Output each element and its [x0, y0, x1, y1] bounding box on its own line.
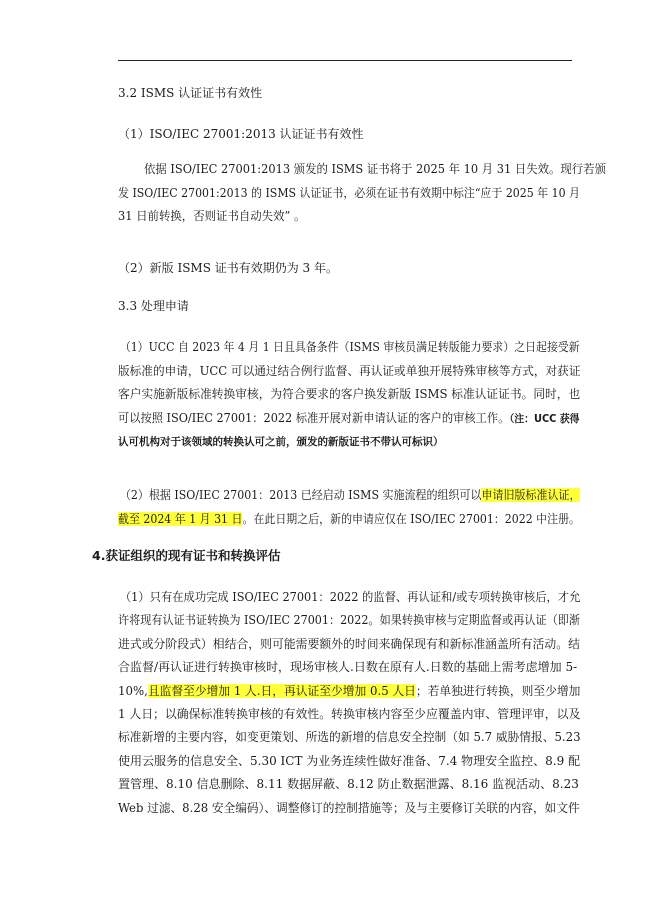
text-line: 版标准的申请，UCC 可以通过结合例行监督、再认证或单独开展特殊审核等方式，对获证 — [118, 363, 581, 378]
text-line: 31 日前转换，否则证书自动失效” 。 — [118, 209, 306, 224]
text-span: 可以按照 ISO/IEC 27001：2022 标准开展对新申请认证的客户的审核工作。 — [118, 410, 510, 425]
text-span: 10%, — [118, 683, 148, 698]
highlighted-text: 申请旧版标准认证， — [481, 488, 581, 502]
text-span: （2）根据 ISO/IEC 27001：2013 已经启动 ISMS 实施流程的组织可以 — [119, 488, 482, 502]
item-1-title: （1）ISO/IEC 27001:2013 认证证书有效性 — [118, 127, 364, 141]
header-rule — [118, 60, 572, 61]
text-line: 标准新增的主要内容，如变更策划、所选的新增的信息安全控制（如 5.7 威胁情报、5.23 — [118, 730, 581, 745]
section-3-3-paragraph-1 — [118, 336, 581, 455]
text-line — [118, 483, 581, 507]
section-3-3-paragraph-2 — [118, 483, 581, 531]
note-text: （注：UCC 获得 — [509, 412, 580, 425]
text-line: 使用云服务的信息安全、5.30 ICT 为业务连续性做好准备、7.4 物理安全监控、8.9 配 — [118, 753, 581, 768]
text-line: （1）UCC 自 2023 年 4 月 1 日且具备条件（ISMS 审核员满足转版能力要求）之日起接受新 — [119, 340, 580, 354]
text-line: 许将现有认证书证转换为 ISO/IEC 27001：2022。如果转换审核与定期监督或再认证（即渐 — [118, 613, 581, 628]
text-line: 合监督/再认证进行转换审核时，现场审核人.日数在原有人.日数的基础上需考虑增加 5- — [118, 660, 578, 675]
text-line — [118, 680, 581, 703]
text-line — [118, 507, 581, 531]
highlighted-text: 且监督至少增加 1 人.日，再认证至少增加 0.5 人日 — [147, 683, 416, 698]
note-text: 认可机构对于该领域的转换认可之前，颁发的新版证书不带认可标识） — [118, 436, 444, 449]
item-1-paragraph — [118, 158, 606, 229]
text-span: 。在此日期之后，新的申请应仅在 ISO/IEC 27001：2022 中注册。 — [242, 512, 581, 526]
highlighted-text: 截至 2024 年 1 月 31 日 — [118, 512, 243, 526]
text-line: （1）只有在成功完成 ISO/IEC 27001：2022 的监督、再认证和/或专项转换审核后，才允 — [119, 590, 581, 604]
text-line: 发 ISO/IEC 27001:2013 的 ISMS 认证证书，必须在证书有效期中标注“应于 2025 年 10 月 — [118, 185, 581, 200]
section-heading-3-2: 3.2 ISMS 认证证书有效性 — [118, 86, 263, 100]
text-line: 依据 ISO/IEC 27001:2013 颁发的 ISMS 证书将于 2025 年 10 月 31 日失效。现行若颁 — [144, 162, 606, 176]
text-span: ；若单独进行转换，则至少增加 — [415, 683, 581, 698]
item-2-text: （2）新版 ISMS 证书有效期仍为 3 年。 — [118, 261, 338, 275]
section-4-paragraph — [118, 586, 581, 820]
text-line — [118, 407, 580, 432]
text-line: Web 过滤、8.28 安全编码）、调整修订的控制措施等；及与主要修订关联的内容，如文件 — [118, 800, 580, 815]
text-line: 进式或分阶段式）相结合，则可能需要额外的时间来确保现有和新标准涵盖所有活动。结 — [118, 636, 580, 651]
text-line: 客户实施新版标准转换审核，为符合要求的客户换发新版 ISMS 标准认证证书。同时，也 — [118, 387, 581, 402]
section-heading-3-3: 3.3 处理申请 — [118, 299, 189, 313]
text-line: 1 人日；以确保标准转换审核的有效性。转换审核内容至少应覆盖内审、管理评审，以及 — [118, 707, 581, 722]
section-heading-4: 4.获证组织的现有证书和转换评估 — [92, 548, 281, 563]
text-line: 置管理、8.10 信息删除、8.11 数据屏蔽、8.12 防止数据泄露、8.16 监视活动、8.23 — [118, 777, 579, 792]
